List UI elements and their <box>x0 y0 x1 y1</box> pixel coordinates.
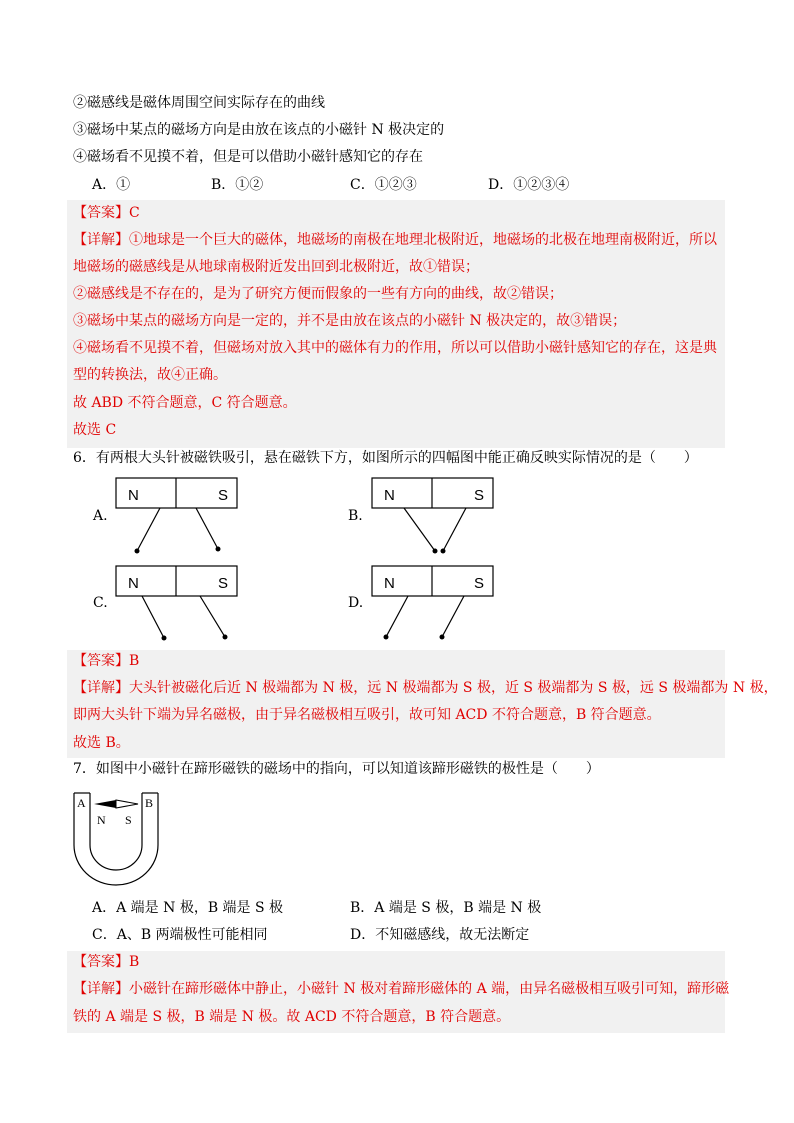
magnet-n-label: N <box>128 575 139 592</box>
pin-left-head <box>135 549 140 554</box>
pin-right <box>443 508 466 551</box>
pin-left-head <box>384 635 389 640</box>
q6-diagram-b <box>366 475 501 560</box>
q6-label-d: D. <box>348 595 364 611</box>
q5-option-b: B．①② <box>211 177 264 193</box>
pin-right <box>200 596 225 637</box>
pin-left <box>404 508 435 551</box>
magnet-n-label: N <box>384 487 395 504</box>
magnet-s-label: S <box>474 575 485 592</box>
pin-left-head <box>162 636 167 641</box>
pin-right-head <box>223 635 228 640</box>
horseshoe-magnet-diagram <box>70 790 162 890</box>
q5-detail-line: 故 ABD 不符合题意，C 符合题意。 <box>73 395 297 411</box>
q5-conclusion: 故选 C <box>73 422 117 438</box>
q7-answer: 【答案】B <box>73 954 140 970</box>
magnet-n-label: N <box>128 487 139 504</box>
magnet-n-label: N <box>384 575 395 592</box>
pin-left-head <box>433 549 438 554</box>
q5-detail-line: ②磁感线是不存在的，是为了研究方便而假象的一些有方向的曲线，故②错误； <box>73 286 563 302</box>
q5-answer-block <box>67 200 725 448</box>
q6-label-b: B. <box>348 508 363 524</box>
q6-diagram-c <box>110 563 245 648</box>
q5-detail-line: ③磁场中某点的磁场方向是一定的，并不是由放在该点的小磁针 N 极决定的，故③错误； <box>73 313 627 329</box>
q6-diagram-a <box>110 475 245 560</box>
q5-option-c: C．①②③ <box>350 177 417 193</box>
end-a-label: A <box>77 796 86 810</box>
needle-n-label: N <box>97 813 106 827</box>
q5-option-a: A．① <box>92 177 131 193</box>
pin-left <box>137 508 160 551</box>
compass-needle-n <box>94 800 116 808</box>
statement-2: ②磁感线是磁体周围空间实际存在的曲线 <box>73 95 325 111</box>
q7-detail-line: 【详解】小磁针在蹄形磁体中静止，小磁针 N 极对着蹄形磁体的 A 端，由异名磁极相互吸引可知，蹄形磁 <box>73 981 730 997</box>
q5-detail-line: 地磁场的磁感线是从地球南极附近发出回到北极附近，故①错误； <box>73 259 479 275</box>
magnet-s-label: S <box>474 487 485 504</box>
q6-detail-line: 即两大头针下端为异名磁极，由于异名磁极相互吸引，故可知 ACD 不符合题意，B 符合题意。 <box>73 707 661 723</box>
q5-detail-line: 型的转换法，故④正确。 <box>73 367 227 383</box>
pin-left <box>386 596 408 637</box>
q5-answer: 【答案】C <box>73 205 140 221</box>
pin-right-head <box>216 547 221 552</box>
q6-label-a: A. <box>93 508 108 524</box>
pin-left <box>142 596 164 638</box>
q7-option-b: B．A 端是 S 极，B 端是 N 极 <box>350 900 542 916</box>
end-b-label: B <box>145 796 154 810</box>
q6-diagram-d <box>366 563 501 648</box>
q7-question: 7．如图中小磁针在蹄形磁铁的磁场中的指向，可以知道该蹄形磁铁的极性是（ ） <box>73 761 600 777</box>
pin-right-head <box>441 549 446 554</box>
q7-detail-line: 铁的 A 端是 S 极，B 端是 N 极。故 ACD 不符合题意，B 符合题意。 <box>73 1009 511 1025</box>
statement-3: ③磁场中某点的磁场方向是由放在该点的小磁针 N 极决定的 <box>73 122 445 138</box>
q6-label-c: C. <box>93 595 108 611</box>
compass-needle-s <box>116 800 138 808</box>
statement-4: ④磁场看不见摸不着，但是可以借助小磁针感知它的存在 <box>73 149 423 165</box>
q5-detail-line: ④磁场看不见摸不着，但磁场对放入其中的磁体有力的作用，所以可以借助小磁针感知它的存在，这是典 <box>73 340 717 356</box>
q6-question: 6．有两根大头针被磁铁吸引，悬在磁铁下方，如图所示的四幅图中能正确反映实际情况的是（ ） <box>73 450 698 466</box>
pin-right <box>442 596 464 637</box>
q7-answer-block <box>67 951 730 1033</box>
pin-right <box>196 508 218 549</box>
q6-answer: 【答案】B <box>73 653 140 669</box>
q6-conclusion: 故选 B。 <box>73 735 130 751</box>
q5-option-d: D．①②③④ <box>488 177 570 193</box>
q6-answer-block <box>67 650 778 758</box>
q6-detail-line: 【详解】大头针被磁化后近 N 极端都为 N 极，远 N 极端都为 S 极，近 S 极端都为 S 极，远 S 极端都为 N 极， <box>73 680 778 696</box>
q5-detail-line: 【详解】①地球是一个巨大的磁体，地磁场的南极在地理北极附近，地磁场的北极在地理南极附近，所以 <box>73 232 717 248</box>
q7-option-a: A．A 端是 N 极，B 端是 S 极 <box>92 900 284 916</box>
pin-right-head <box>440 635 445 640</box>
magnet-s-label: S <box>218 575 229 592</box>
q7-option-c: C．A、B 两端极性可能相同 <box>92 927 268 943</box>
magnet-s-label: S <box>218 487 229 504</box>
needle-s-label: S <box>125 813 132 827</box>
q7-option-d: D．不知磁感线，故无法断定 <box>350 927 530 943</box>
